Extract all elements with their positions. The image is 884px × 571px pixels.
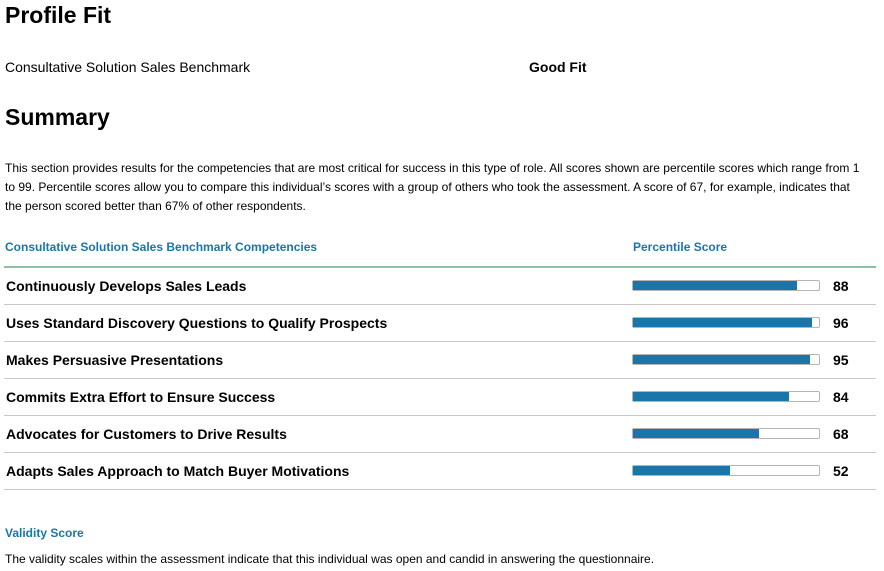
percentile-score: 84 [833,389,849,405]
competency-label: Makes Persuasive Presentations [6,352,224,368]
competency-table-header [5,237,875,257]
summary-description: This section provides results for the competencies that are most critical for success in this type of role. All scores shown are percentile scores which range from 1 to 99. Percentile scores allow you to compare this individual’s scores with a group of others who took the assessment. A score of 67, for example, indicates that the person scored better than 67% of other respondents. [5,161,860,213]
percentile-score: 68 [833,426,849,442]
competency-label: Adapts Sales Approach to Match Buyer Motivations [6,463,350,479]
score-bar [632,317,820,328]
competency-label: Commits Extra Effort to Ensure Success [6,389,276,405]
score-bar-fill [633,355,810,364]
validity-score-heading: Validity Score [5,526,84,540]
score-bar-fill [633,466,730,475]
competencies-column-header: Consultative Solution Sales Benchmark Competencies [5,240,318,254]
table-row [4,268,876,305]
score-bar [632,280,820,291]
validity-score-text: The validity scales within the assessment indicate that this individual was open and candid in answering the questionnaire. [5,552,655,566]
summary-heading: Summary [5,104,110,130]
score-bar [632,428,820,439]
benchmark-fit-row [5,57,875,77]
table-row [4,416,876,453]
score-bar-fill [633,429,759,438]
score-bar-fill [633,318,812,327]
score-bar [632,391,820,402]
percentile-score: 95 [833,352,849,368]
percentile-score: 52 [833,463,849,479]
competency-label: Continuously Develops Sales Leads [6,278,247,294]
score-bar [632,354,820,365]
competency-label: Advocates for Customers to Drive Results [6,426,287,442]
percentile-score-column-header: Percentile Score [633,240,728,254]
percentile-score: 88 [833,278,849,294]
score-bar-fill [633,392,789,401]
score-bar [632,465,820,476]
profile-fit-heading: Profile Fit [5,2,112,28]
percentile-score: 96 [833,315,849,331]
table-row [4,379,876,416]
table-row [4,453,876,490]
benchmark-name: Consultative Solution Sales Benchmark [5,59,251,75]
table-row [4,342,876,379]
fit-result: Good Fit [529,59,587,75]
score-bar-fill [633,281,797,290]
table-row [4,305,876,342]
competency-label: Uses Standard Discovery Questions to Qualify Prospects [6,315,388,331]
competency-rows [4,268,876,490]
